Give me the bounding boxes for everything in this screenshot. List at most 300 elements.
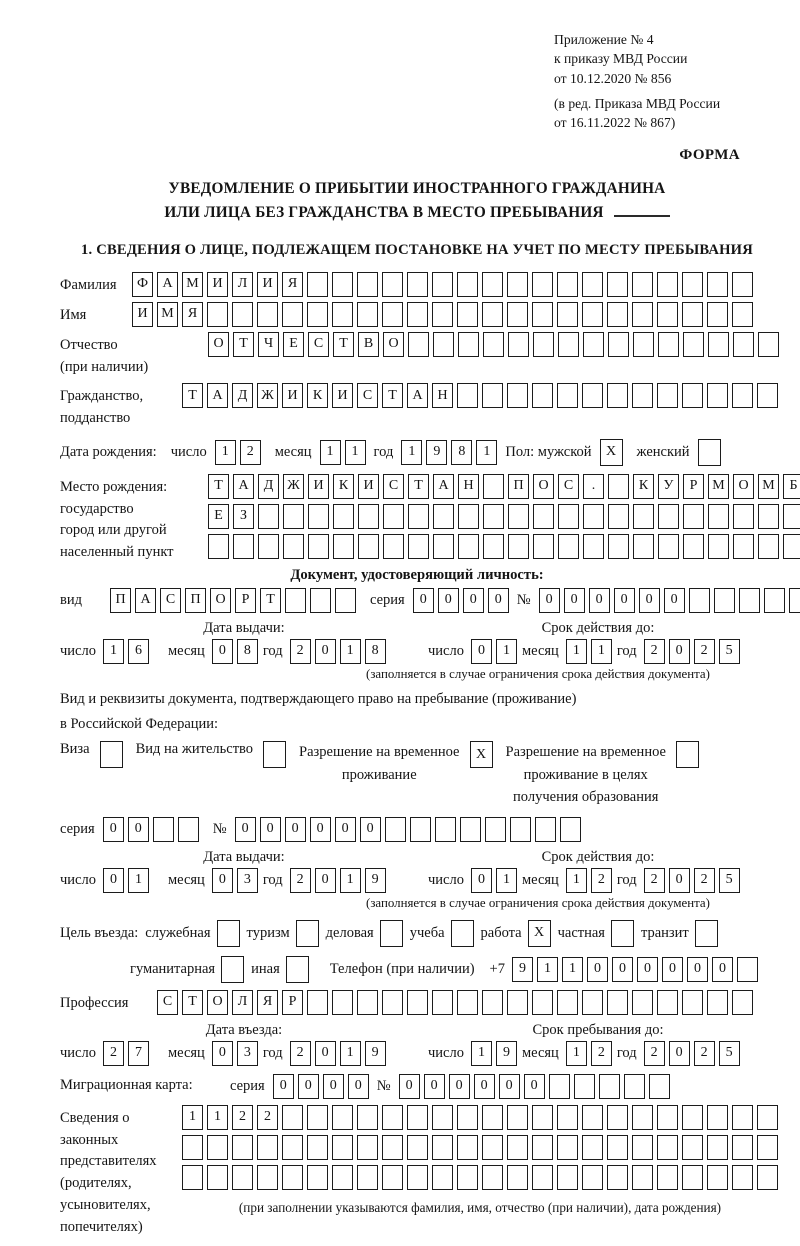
char-cell[interactable] xyxy=(632,1135,653,1160)
char-cell[interactable] xyxy=(533,332,554,357)
char-cell[interactable] xyxy=(408,504,429,529)
char-cell[interactable] xyxy=(657,1165,678,1190)
char-cell[interactable] xyxy=(557,1135,578,1160)
char-cell[interactable]: П xyxy=(110,588,131,613)
char-cell[interactable] xyxy=(632,1165,653,1190)
purpose-study-checkbox[interactable] xyxy=(451,920,474,947)
char-cell[interactable] xyxy=(382,1105,403,1130)
char-cell[interactable] xyxy=(607,1165,628,1190)
char-cell[interactable] xyxy=(582,1165,603,1190)
char-cell[interactable] xyxy=(682,272,703,297)
char-cell[interactable]: Р xyxy=(282,990,303,1015)
char-cell[interactable]: 0 xyxy=(315,1041,336,1066)
char-cell[interactable] xyxy=(758,534,779,559)
char-cell[interactable]: 0 xyxy=(499,1074,520,1099)
char-cell[interactable] xyxy=(683,534,704,559)
char-cell[interactable]: 1 xyxy=(215,440,236,465)
char-cell[interactable]: Т xyxy=(333,332,354,357)
char-cell[interactable]: 2 xyxy=(591,868,612,893)
char-cell[interactable]: С xyxy=(558,474,579,499)
char-cell[interactable]: 2 xyxy=(290,639,311,664)
char-cell[interactable]: М xyxy=(157,302,178,327)
char-cell[interactable]: 2 xyxy=(232,1105,253,1130)
residence-permit-checkbox[interactable] xyxy=(263,741,286,768)
char-cell[interactable]: Я xyxy=(182,302,203,327)
char-cell[interactable] xyxy=(707,990,728,1015)
char-cell[interactable] xyxy=(708,504,729,529)
char-cell[interactable]: 2 xyxy=(290,1041,311,1066)
char-cell[interactable] xyxy=(583,504,604,529)
char-cell[interactable] xyxy=(707,302,728,327)
char-cell[interactable]: 0 xyxy=(273,1074,294,1099)
char-cell[interactable]: 9 xyxy=(512,957,533,982)
char-cell[interactable] xyxy=(358,534,379,559)
char-cell[interactable]: Р xyxy=(235,588,256,613)
char-cell[interactable] xyxy=(407,302,428,327)
char-cell[interactable] xyxy=(482,302,503,327)
char-cell[interactable]: 0 xyxy=(212,868,233,893)
char-cell[interactable] xyxy=(208,534,229,559)
char-cell[interactable] xyxy=(608,534,629,559)
char-cell[interactable] xyxy=(683,504,704,529)
char-cell[interactable] xyxy=(557,990,578,1015)
char-cell[interactable]: 1 xyxy=(340,868,361,893)
char-cell[interactable] xyxy=(532,1105,553,1130)
char-cell[interactable] xyxy=(783,534,800,559)
char-cell[interactable] xyxy=(483,332,504,357)
char-cell[interactable]: 0 xyxy=(399,1074,420,1099)
char-cell[interactable]: 0 xyxy=(212,639,233,664)
char-cell[interactable] xyxy=(258,534,279,559)
char-cell[interactable] xyxy=(560,817,581,842)
char-cell[interactable]: 0 xyxy=(614,588,635,613)
char-cell[interactable] xyxy=(408,534,429,559)
char-cell[interactable]: 7 xyxy=(128,1041,149,1066)
char-cell[interactable] xyxy=(282,1105,303,1130)
char-cell[interactable]: 0 xyxy=(587,957,608,982)
char-cell[interactable]: 0 xyxy=(539,588,560,613)
char-cell[interactable]: 1 xyxy=(401,440,422,465)
char-cell[interactable] xyxy=(608,332,629,357)
char-cell[interactable] xyxy=(758,332,779,357)
char-cell[interactable]: Д xyxy=(232,383,253,408)
char-cell[interactable] xyxy=(407,1105,428,1130)
char-cell[interactable]: . xyxy=(583,474,604,499)
char-cell[interactable]: 1 xyxy=(340,639,361,664)
char-cell[interactable]: Т xyxy=(382,383,403,408)
char-cell[interactable] xyxy=(257,1135,278,1160)
char-cell[interactable]: 0 xyxy=(335,817,356,842)
char-cell[interactable] xyxy=(624,1074,645,1099)
char-cell[interactable] xyxy=(382,990,403,1015)
char-cell[interactable]: И xyxy=(207,272,228,297)
purpose-work-checkbox[interactable]: X xyxy=(528,920,551,947)
char-cell[interactable]: 0 xyxy=(424,1074,445,1099)
char-cell[interactable] xyxy=(758,504,779,529)
char-cell[interactable] xyxy=(182,1135,203,1160)
char-cell[interactable] xyxy=(507,383,528,408)
char-cell[interactable]: Т xyxy=(408,474,429,499)
char-cell[interactable] xyxy=(549,1074,570,1099)
char-cell[interactable] xyxy=(483,504,504,529)
char-cell[interactable] xyxy=(707,1135,728,1160)
char-cell[interactable]: 0 xyxy=(449,1074,470,1099)
char-cell[interactable]: 0 xyxy=(103,868,124,893)
char-cell[interactable] xyxy=(458,504,479,529)
char-cell[interactable]: 0 xyxy=(589,588,610,613)
char-cell[interactable] xyxy=(457,990,478,1015)
char-cell[interactable] xyxy=(532,1135,553,1160)
char-cell[interactable]: А xyxy=(407,383,428,408)
char-cell[interactable]: 2 xyxy=(694,1041,715,1066)
char-cell[interactable]: 1 xyxy=(128,868,149,893)
char-cell[interactable] xyxy=(558,504,579,529)
char-cell[interactable] xyxy=(732,272,753,297)
char-cell[interactable]: 0 xyxy=(471,868,492,893)
char-cell[interactable] xyxy=(483,534,504,559)
char-cell[interactable] xyxy=(457,272,478,297)
char-cell[interactable] xyxy=(533,504,554,529)
char-cell[interactable]: 5 xyxy=(719,868,740,893)
char-cell[interactable] xyxy=(608,474,629,499)
char-cell[interactable] xyxy=(657,272,678,297)
char-cell[interactable]: 0 xyxy=(128,817,149,842)
char-cell[interactable]: 0 xyxy=(524,1074,545,1099)
char-cell[interactable]: 0 xyxy=(235,817,256,842)
char-cell[interactable] xyxy=(757,1105,778,1130)
char-cell[interactable]: 9 xyxy=(365,1041,386,1066)
char-cell[interactable] xyxy=(483,474,504,499)
char-cell[interactable]: А xyxy=(233,474,254,499)
char-cell[interactable] xyxy=(433,504,454,529)
char-cell[interactable]: 8 xyxy=(365,639,386,664)
char-cell[interactable]: О xyxy=(208,332,229,357)
char-cell[interactable] xyxy=(508,332,529,357)
char-cell[interactable]: 0 xyxy=(315,868,336,893)
char-cell[interactable] xyxy=(764,588,785,613)
char-cell[interactable]: 0 xyxy=(285,817,306,842)
char-cell[interactable] xyxy=(783,504,800,529)
char-cell[interactable] xyxy=(607,302,628,327)
char-cell[interactable]: 1 xyxy=(207,1105,228,1130)
char-cell[interactable] xyxy=(607,1105,628,1130)
char-cell[interactable] xyxy=(332,990,353,1015)
char-cell[interactable]: Ж xyxy=(257,383,278,408)
char-cell[interactable] xyxy=(432,1135,453,1160)
char-cell[interactable] xyxy=(633,332,654,357)
char-cell[interactable]: 0 xyxy=(664,588,685,613)
char-cell[interactable] xyxy=(789,588,800,613)
sex-female-checkbox[interactable] xyxy=(698,439,721,466)
char-cell[interactable] xyxy=(632,1105,653,1130)
char-cell[interactable] xyxy=(482,383,503,408)
char-cell[interactable]: С xyxy=(308,332,329,357)
char-cell[interactable] xyxy=(357,302,378,327)
char-cell[interactable] xyxy=(307,1165,328,1190)
char-cell[interactable] xyxy=(682,1135,703,1160)
char-cell[interactable]: 0 xyxy=(474,1074,495,1099)
char-cell[interactable]: 2 xyxy=(103,1041,124,1066)
char-cell[interactable] xyxy=(657,302,678,327)
char-cell[interactable]: Т xyxy=(208,474,229,499)
char-cell[interactable] xyxy=(757,383,778,408)
char-cell[interactable]: 1 xyxy=(182,1105,203,1130)
char-cell[interactable] xyxy=(532,383,553,408)
char-cell[interactable] xyxy=(432,1165,453,1190)
char-cell[interactable]: Т xyxy=(182,383,203,408)
char-cell[interactable] xyxy=(658,332,679,357)
char-cell[interactable]: 0 xyxy=(488,588,509,613)
char-cell[interactable]: Е xyxy=(283,332,304,357)
char-cell[interactable] xyxy=(485,817,506,842)
char-cell[interactable] xyxy=(283,504,304,529)
char-cell[interactable]: О xyxy=(533,474,554,499)
char-cell[interactable] xyxy=(658,534,679,559)
char-cell[interactable] xyxy=(307,1135,328,1160)
char-cell[interactable] xyxy=(332,302,353,327)
char-cell[interactable]: 1 xyxy=(496,868,517,893)
char-cell[interactable] xyxy=(382,272,403,297)
char-cell[interactable] xyxy=(608,504,629,529)
char-cell[interactable] xyxy=(458,332,479,357)
char-cell[interactable]: 8 xyxy=(237,639,258,664)
char-cell[interactable] xyxy=(357,1135,378,1160)
char-cell[interactable]: К xyxy=(633,474,654,499)
char-cell[interactable] xyxy=(357,272,378,297)
char-cell[interactable]: 2 xyxy=(644,868,665,893)
char-cell[interactable] xyxy=(508,504,529,529)
char-cell[interactable] xyxy=(407,990,428,1015)
char-cell[interactable] xyxy=(482,1135,503,1160)
char-cell[interactable] xyxy=(557,272,578,297)
char-cell[interactable] xyxy=(408,332,429,357)
char-cell[interactable]: 0 xyxy=(687,957,708,982)
char-cell[interactable]: С xyxy=(357,383,378,408)
char-cell[interactable] xyxy=(282,1165,303,1190)
char-cell[interactable] xyxy=(582,1135,603,1160)
char-cell[interactable]: 5 xyxy=(719,1041,740,1066)
char-cell[interactable]: 0 xyxy=(612,957,633,982)
char-cell[interactable] xyxy=(689,588,710,613)
char-cell[interactable]: 0 xyxy=(637,957,658,982)
char-cell[interactable]: И xyxy=(332,383,353,408)
char-cell[interactable]: О xyxy=(210,588,231,613)
char-cell[interactable] xyxy=(482,1165,503,1190)
char-cell[interactable] xyxy=(633,504,654,529)
char-cell[interactable]: И xyxy=(358,474,379,499)
char-cell[interactable]: 1 xyxy=(591,639,612,664)
char-cell[interactable]: М xyxy=(708,474,729,499)
char-cell[interactable] xyxy=(507,1165,528,1190)
char-cell[interactable] xyxy=(732,1135,753,1160)
char-cell[interactable]: 1 xyxy=(566,868,587,893)
char-cell[interactable] xyxy=(535,817,556,842)
char-cell[interactable] xyxy=(333,504,354,529)
char-cell[interactable]: Ч xyxy=(258,332,279,357)
char-cell[interactable] xyxy=(732,990,753,1015)
char-cell[interactable] xyxy=(557,1105,578,1130)
char-cell[interactable]: О xyxy=(383,332,404,357)
char-cell[interactable] xyxy=(582,272,603,297)
char-cell[interactable] xyxy=(682,1165,703,1190)
char-cell[interactable] xyxy=(507,1135,528,1160)
char-cell[interactable] xyxy=(708,332,729,357)
char-cell[interactable] xyxy=(308,504,329,529)
char-cell[interactable] xyxy=(382,1165,403,1190)
char-cell[interactable]: 1 xyxy=(562,957,583,982)
char-cell[interactable] xyxy=(407,272,428,297)
char-cell[interactable] xyxy=(657,383,678,408)
char-cell[interactable] xyxy=(285,588,306,613)
char-cell[interactable] xyxy=(632,990,653,1015)
char-cell[interactable] xyxy=(307,990,328,1015)
char-cell[interactable] xyxy=(207,302,228,327)
char-cell[interactable]: Л xyxy=(232,990,253,1015)
char-cell[interactable] xyxy=(733,332,754,357)
char-cell[interactable] xyxy=(507,272,528,297)
char-cell[interactable] xyxy=(732,1105,753,1130)
char-cell[interactable]: 0 xyxy=(315,639,336,664)
char-cell[interactable] xyxy=(307,1105,328,1130)
char-cell[interactable]: Т xyxy=(182,990,203,1015)
char-cell[interactable]: 2 xyxy=(644,1041,665,1066)
char-cell[interactable]: Н xyxy=(458,474,479,499)
char-cell[interactable] xyxy=(507,302,528,327)
char-cell[interactable] xyxy=(332,1165,353,1190)
purpose-tourism-checkbox[interactable] xyxy=(296,920,319,947)
char-cell[interactable]: 0 xyxy=(413,588,434,613)
char-cell[interactable] xyxy=(739,588,760,613)
char-cell[interactable]: 0 xyxy=(712,957,733,982)
char-cell[interactable]: Т xyxy=(233,332,254,357)
char-cell[interactable]: 2 xyxy=(591,1041,612,1066)
char-cell[interactable] xyxy=(707,272,728,297)
char-cell[interactable] xyxy=(332,1135,353,1160)
temp-residence-edu-checkbox[interactable] xyxy=(676,741,699,768)
char-cell[interactable] xyxy=(757,1165,778,1190)
char-cell[interactable] xyxy=(308,534,329,559)
char-cell[interactable]: 1 xyxy=(566,1041,587,1066)
char-cell[interactable]: С xyxy=(157,990,178,1015)
char-cell[interactable] xyxy=(632,383,653,408)
char-cell[interactable] xyxy=(357,990,378,1015)
char-cell[interactable] xyxy=(632,302,653,327)
char-cell[interactable] xyxy=(633,534,654,559)
char-cell[interactable] xyxy=(432,302,453,327)
char-cell[interactable] xyxy=(432,990,453,1015)
char-cell[interactable] xyxy=(357,1165,378,1190)
sex-male-checkbox[interactable]: X xyxy=(600,439,623,466)
char-cell[interactable] xyxy=(153,817,174,842)
char-cell[interactable] xyxy=(508,534,529,559)
char-cell[interactable] xyxy=(257,1165,278,1190)
char-cell[interactable]: Т xyxy=(260,588,281,613)
char-cell[interactable] xyxy=(433,534,454,559)
temp-residence-checkbox[interactable]: X xyxy=(470,741,493,768)
char-cell[interactable] xyxy=(657,1105,678,1130)
char-cell[interactable]: Е xyxy=(208,504,229,529)
char-cell[interactable] xyxy=(207,1135,228,1160)
char-cell[interactable] xyxy=(583,534,604,559)
char-cell[interactable]: Я xyxy=(257,990,278,1015)
char-cell[interactable]: 1 xyxy=(340,1041,361,1066)
char-cell[interactable]: 6 xyxy=(128,639,149,664)
char-cell[interactable] xyxy=(507,1105,528,1130)
char-cell[interactable] xyxy=(432,1105,453,1130)
char-cell[interactable] xyxy=(332,1105,353,1130)
purpose-business-checkbox[interactable] xyxy=(380,920,403,947)
char-cell[interactable]: 2 xyxy=(644,639,665,664)
char-cell[interactable]: И xyxy=(282,383,303,408)
char-cell[interactable]: 1 xyxy=(103,639,124,664)
char-cell[interactable] xyxy=(382,302,403,327)
char-cell[interactable] xyxy=(307,272,328,297)
char-cell[interactable] xyxy=(558,332,579,357)
char-cell[interactable] xyxy=(532,302,553,327)
char-cell[interactable] xyxy=(682,302,703,327)
char-cell[interactable]: И xyxy=(257,272,278,297)
char-cell[interactable] xyxy=(607,272,628,297)
char-cell[interactable] xyxy=(407,1135,428,1160)
char-cell[interactable] xyxy=(457,1165,478,1190)
char-cell[interactable] xyxy=(632,272,653,297)
char-cell[interactable] xyxy=(383,534,404,559)
char-cell[interactable] xyxy=(607,990,628,1015)
char-cell[interactable] xyxy=(207,1165,228,1190)
char-cell[interactable] xyxy=(737,957,758,982)
char-cell[interactable] xyxy=(599,1074,620,1099)
char-cell[interactable]: 0 xyxy=(298,1074,319,1099)
char-cell[interactable] xyxy=(707,1165,728,1190)
char-cell[interactable] xyxy=(510,817,531,842)
char-cell[interactable] xyxy=(282,1135,303,1160)
char-cell[interactable]: 1 xyxy=(345,440,366,465)
char-cell[interactable] xyxy=(507,990,528,1015)
char-cell[interactable] xyxy=(733,504,754,529)
char-cell[interactable] xyxy=(558,534,579,559)
char-cell[interactable] xyxy=(607,1135,628,1160)
char-cell[interactable] xyxy=(482,272,503,297)
char-cell[interactable]: А xyxy=(135,588,156,613)
char-cell[interactable]: 9 xyxy=(365,868,386,893)
char-cell[interactable]: М xyxy=(758,474,779,499)
purpose-transit-checkbox[interactable] xyxy=(695,920,718,947)
char-cell[interactable] xyxy=(657,990,678,1015)
char-cell[interactable]: П xyxy=(185,588,206,613)
char-cell[interactable] xyxy=(682,990,703,1015)
char-cell[interactable]: Я xyxy=(282,272,303,297)
char-cell[interactable] xyxy=(433,332,454,357)
char-cell[interactable] xyxy=(460,817,481,842)
char-cell[interactable] xyxy=(733,534,754,559)
char-cell[interactable]: А xyxy=(207,383,228,408)
char-cell[interactable] xyxy=(357,1105,378,1130)
char-cell[interactable]: Р xyxy=(683,474,704,499)
char-cell[interactable]: Б xyxy=(783,474,800,499)
char-cell[interactable]: 0 xyxy=(463,588,484,613)
char-cell[interactable]: И xyxy=(308,474,329,499)
purpose-private-checkbox[interactable] xyxy=(611,920,634,947)
char-cell[interactable]: 0 xyxy=(323,1074,344,1099)
char-cell[interactable] xyxy=(457,1135,478,1160)
char-cell[interactable] xyxy=(233,534,254,559)
char-cell[interactable] xyxy=(582,302,603,327)
char-cell[interactable] xyxy=(532,272,553,297)
char-cell[interactable]: 5 xyxy=(719,639,740,664)
char-cell[interactable] xyxy=(757,1135,778,1160)
purpose-other-checkbox[interactable] xyxy=(286,956,309,983)
char-cell[interactable] xyxy=(657,1135,678,1160)
